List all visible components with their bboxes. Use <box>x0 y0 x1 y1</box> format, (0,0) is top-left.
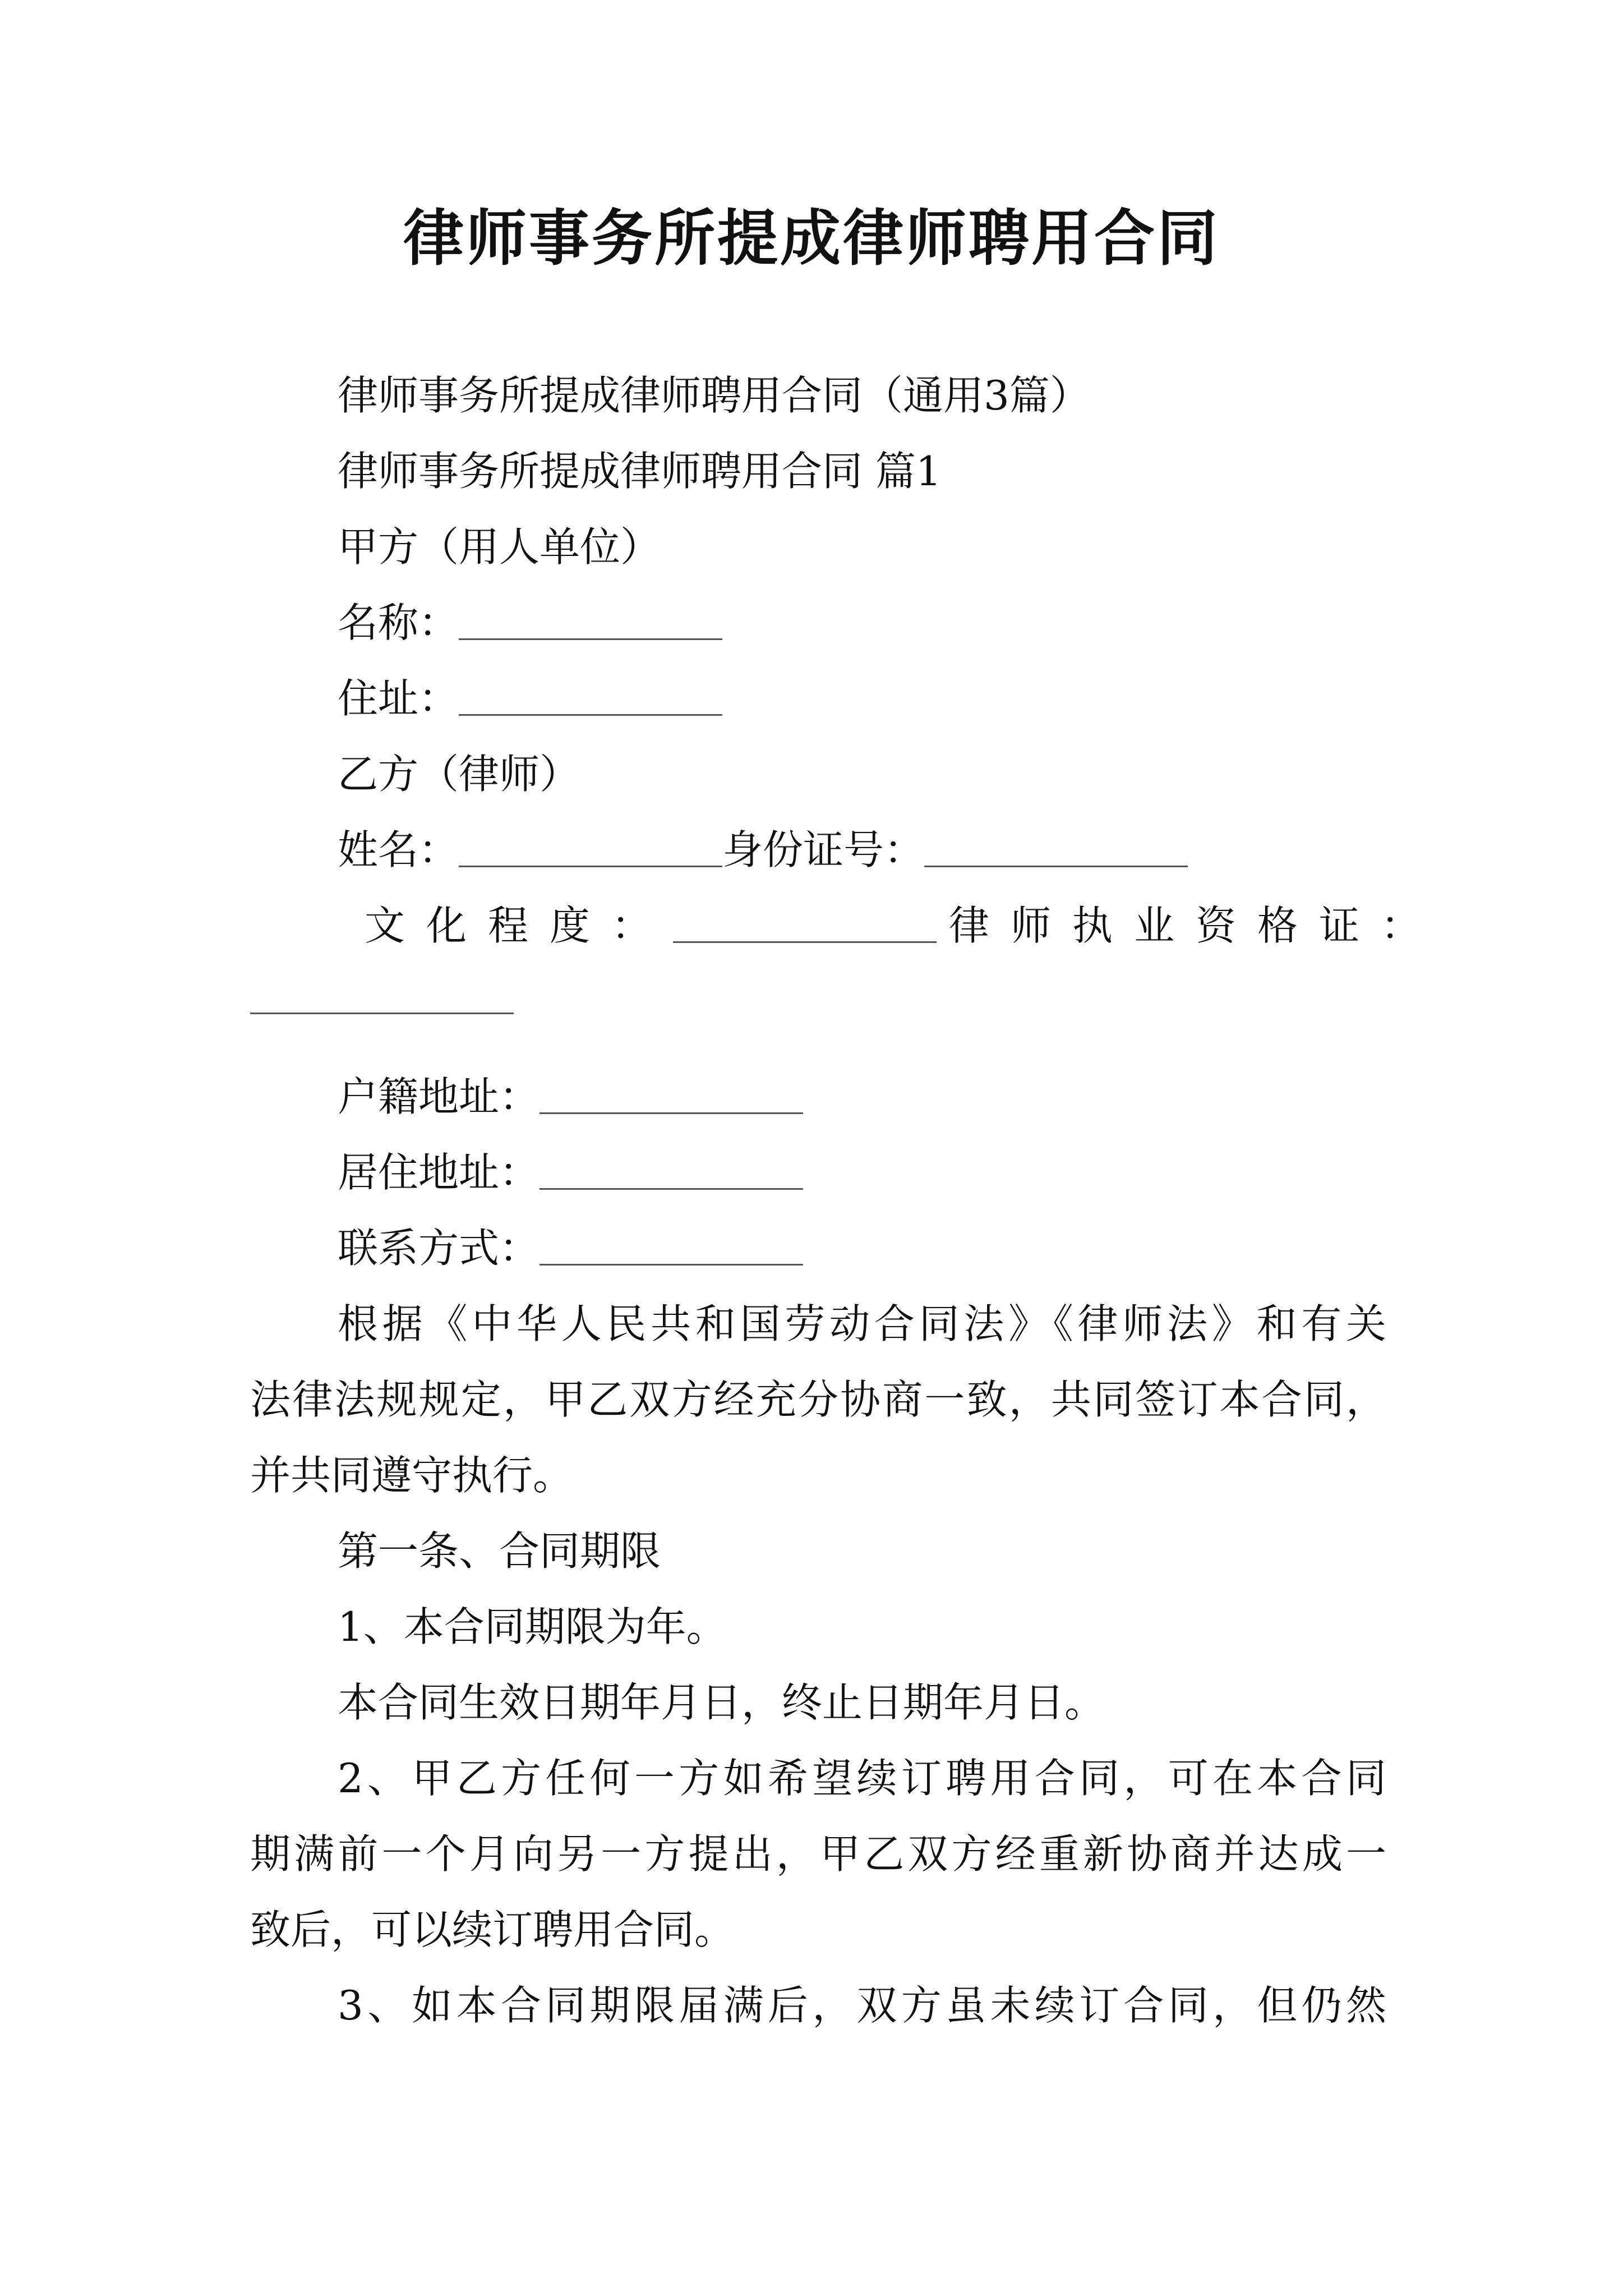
subtitle-line: 律师事务所提成律师聘用合同（通用3篇） <box>338 372 1090 419</box>
residence-address-blank[interactable] <box>540 1154 803 1190</box>
basis-paragraph-line-2: 法律法规规定，甲乙双方经充分协商一致，共同签订本合同， <box>250 1376 1386 1423</box>
basis-paragraph-line-1: 根据《中华人民共和国劳动合同法》《律师法》和有关 <box>338 1300 1386 1347</box>
item-2-line-2: 期满前一个月向另一方提出，甲乙双方经重新协商并达成一 <box>250 1830 1386 1878</box>
residence-address-line <box>338 1144 803 1200</box>
id-number-blank[interactable] <box>924 832 1188 867</box>
party-a-name-line <box>338 595 722 651</box>
part-heading: 律师事务所提成律师聘用合同 篇1 <box>338 448 942 495</box>
effective-date-line: 本合同生效日期年月日，终止日期年月日。 <box>338 1679 1105 1726</box>
party-b-heading: 乙方（律师） <box>338 751 580 798</box>
license-label: 律师执业资格证： <box>949 902 1443 949</box>
party-a-address-line <box>338 670 722 726</box>
party-b-name-label: 姓名： <box>338 826 459 873</box>
household-address-blank[interactable] <box>540 1079 803 1114</box>
residence-address-label: 居住地址： <box>338 1149 540 1196</box>
item-2-line-3: 致后，可以续订聘用合同。 <box>250 1906 735 1953</box>
party-b-name-blank[interactable] <box>459 832 722 867</box>
id-number-label: 身份证号： <box>722 826 925 873</box>
basis-paragraph-line-3: 并共同遵守执行。 <box>250 1452 574 1499</box>
party-a-address-blank[interactable] <box>459 680 722 716</box>
household-address-label: 户籍地址： <box>338 1073 540 1120</box>
party-a-name-blank[interactable] <box>459 605 722 640</box>
contact-label: 联系方式： <box>338 1225 540 1272</box>
item-2-line-1: 2、甲乙方任何一方如希望续订聘用合同，可在本合同 <box>338 1755 1386 1802</box>
party-a-name-label: 名称： <box>338 599 459 646</box>
license-blank[interactable] <box>250 1013 514 1014</box>
party-b-name-id-line <box>338 822 1188 878</box>
household-address-line <box>338 1069 803 1125</box>
party-a-heading: 甲方（用人单位） <box>338 523 661 570</box>
contact-line <box>338 1220 803 1276</box>
item-1-line: 1、本合同期限为年。 <box>338 1603 727 1650</box>
education-license-line <box>365 898 1442 954</box>
contact-blank[interactable] <box>540 1230 803 1266</box>
item-3-line-1: 3、如本合同期限届满后，双方虽未续订合同，但仍然 <box>338 1982 1386 2029</box>
document-title: 律师事务所提成律师聘用合同 <box>403 203 1220 274</box>
education-label: 文化程度： <box>365 902 674 949</box>
article-1-heading: 第一条、合同期限 <box>338 1527 661 1575</box>
education-blank[interactable] <box>673 908 937 943</box>
party-a-address-label: 住址： <box>338 675 459 722</box>
